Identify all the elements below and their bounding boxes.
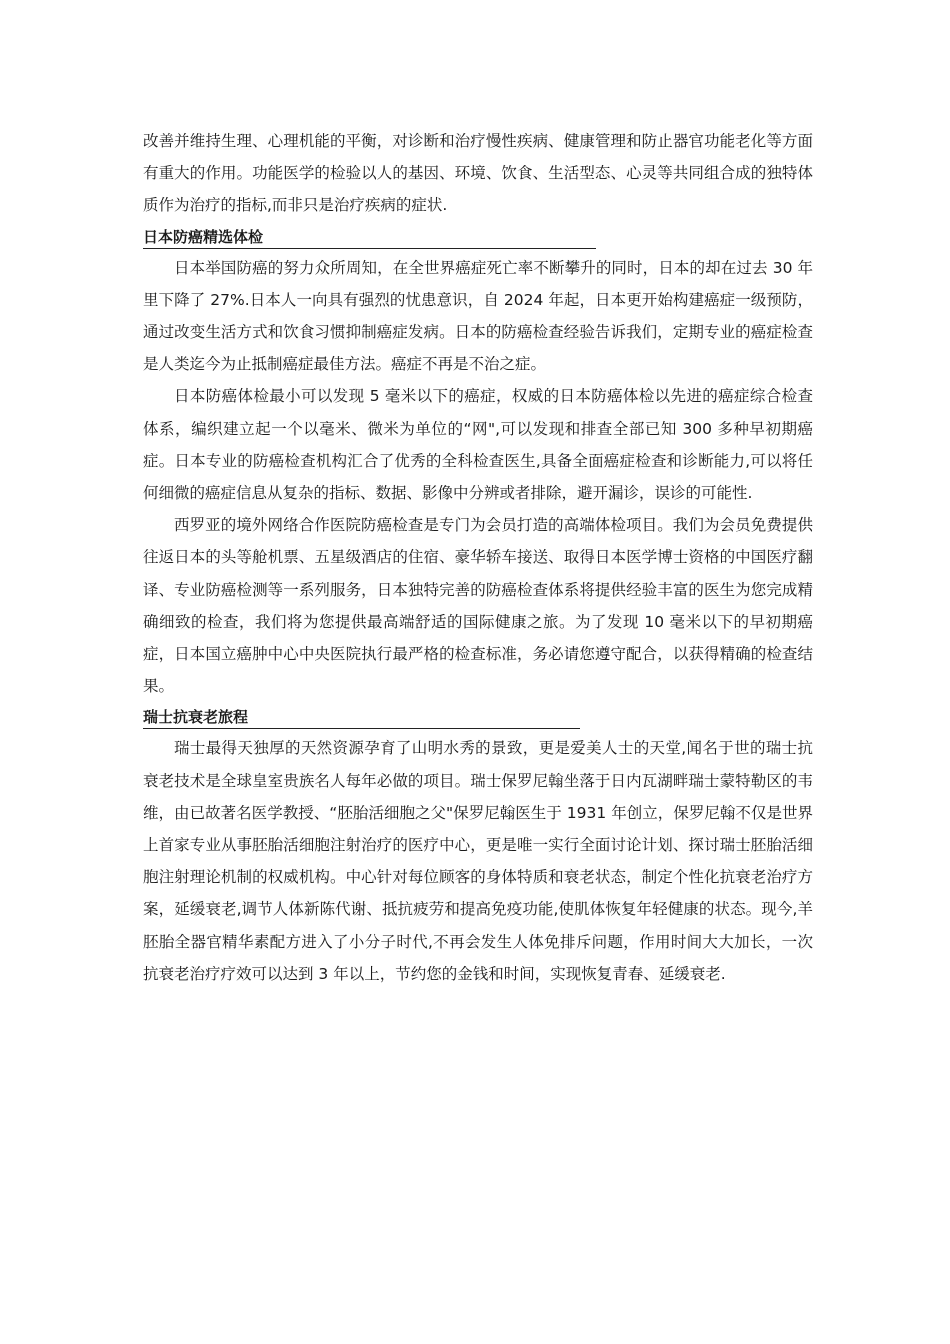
heading-underline bbox=[143, 728, 580, 729]
intro-paragraph: 改善并维持生理、心理机能的平衡，对诊断和治疗慢性疾病、健康管理和防止器官功能老化等方面有重大的作用。功能医学的检验以人的基因、环境、饮食、生活型态、心灵等共同组合成的独特体质作为治疗的指标,而非只是治疗疾病的症状. bbox=[143, 132, 813, 215]
section-heading-text: 瑞士抗衰老旅程 bbox=[143, 708, 249, 727]
paragraph-japan-3: 西罗亚的境外网络合作医院防癌检查是专门为会员打造的高端体检项目。我们为会员免费提供往返日本的头等舱机票、五星级酒店的住宿、豪华轿车接送、取得日本医学博士资格的中国医疗翻译、专业防癌检测等一系列服务，日本独特完善的防癌检查体系将提供经验丰富的医生为您完成精确细致的检查，我们将为您提供最高端舒适的国际健康之旅。为了发现 10 毫米以下的早初期癌症，日本国立癌肿中心中央医院执行最严格的检查标准，务必请您遵守配合，以获得精确的检查结果。 bbox=[143, 516, 813, 696]
heading-underline bbox=[143, 248, 596, 249]
paragraph-japan-1: 日本举国防癌的努力众所周知，在全世界癌症死亡率不断攀升的同时，日本的却在过去 30 年里下降了 27%.日本人一向具有强烈的忧患意识，自 2024 年起，日本更开始构建癌症一级预防，通过改变生活方式和饮食习惯抑制癌症发病。日本的防癌检查经验告诉我们，定期专业的癌症检查是人类迄今为止抵制癌症最佳方法。癌症不再是不治之症。 bbox=[143, 258, 813, 374]
document-body bbox=[143, 125, 813, 990]
paragraph-japan-2: 日本防癌体检最小可以发现 5 毫米以下的癌症，权威的日本防癌体检以先进的癌症综合检查体系，编织建立起一个以毫米、微米为单位的“网",可以发现和排查全部已知 300 多种早初期癌症。日本专业的防癌检查机构汇合了优秀的全科检查医生,具备全面癌症检查和诊断能力,可以将任何细微的癌症信息从复杂的指标、数据、影像中分辨或者排除，避开漏诊，误诊的可能性. bbox=[143, 387, 813, 503]
paragraph-swiss-1: 瑞士最得天独厚的天然资源孕育了山明水秀的景致，更是爱美人士的天堂,闻名于世的瑞士抗衰老技术是全球皇室贵族名人每年必做的项目。瑞士保罗尼翰坐落于日内瓦湖畔瑞士蒙特勒区的韦维，由已故著名医学教授、“胚胎活细胞之父"保罗尼翰医生于 1931 年创立，保罗尼翰不仅是世界上首家专业从事胚胎活细胞注射治疗的医疗中心，更是唯一实行全面讨论计划、探讨瑞士胚胎活细胞注射理论机制的权威机构。中心针对每位顾客的身体特质和衰老状态，制定个性化抗衰老治疗方案，延缓衰老,调节人体新陈代谢、抵抗疲劳和提高免疫功能,使肌体恢复年轻健康的状态。现今,羊胚胎全器官精华素配方进入了小分子时代,不再会发生人体免排斥问题，作用时间大大加长，一次抗衰老治疗疗效可以达到 3 年以上，节约您的金钱和时间，实现恢复青春、延缓衰老. bbox=[143, 739, 813, 983]
section-heading-swiss-anti-aging bbox=[143, 702, 813, 732]
section-heading-text: 日本防癌精选体检 bbox=[143, 227, 264, 246]
section-heading-japan-cancer-screening bbox=[143, 222, 813, 252]
